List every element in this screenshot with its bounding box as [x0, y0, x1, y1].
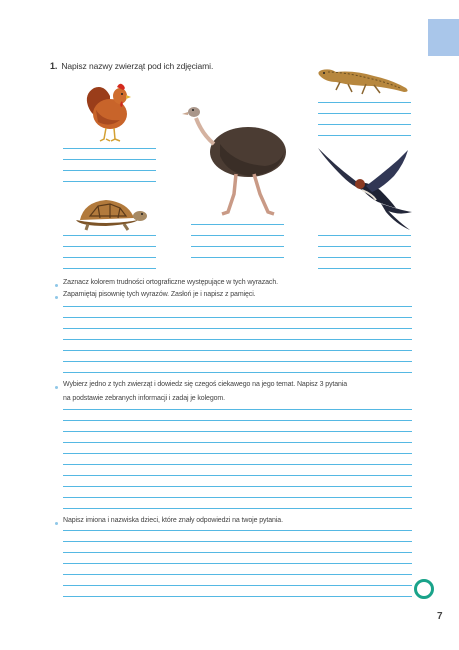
- instruction-bullet: [55, 296, 58, 299]
- instruction-bullet: [55, 284, 58, 287]
- swallow-photo: [316, 146, 412, 232]
- lizard-photo: [314, 62, 412, 98]
- tortoise-photo: [70, 196, 148, 232]
- page-number: 7: [437, 611, 443, 622]
- hen-photo: [80, 76, 135, 144]
- instruction-bullet: [55, 522, 58, 525]
- exercise-number: 1.: [50, 61, 58, 71]
- lizard-answer-lines[interactable]: [318, 102, 411, 142]
- exercise-title: [50, 61, 213, 71]
- exercise-instruction: Napisz nazwy zwierząt pod ich zdjęciami.: [61, 61, 214, 71]
- instruction-spelling: Zaznacz kolorem trudności ortograficzne występujące w tych wyrazach.: [63, 279, 278, 286]
- instruction-questions-cont: na podstawie zebranych informacji i zadaj je kolegom.: [63, 395, 226, 402]
- instruction-bullet: [55, 386, 58, 389]
- questions-writing-lines[interactable]: [63, 409, 412, 509]
- memory-writing-lines[interactable]: [63, 306, 412, 376]
- names-writing-lines[interactable]: [63, 530, 412, 600]
- ostrich-answer-lines[interactable]: [191, 224, 284, 260]
- green-ring-marker: [414, 579, 434, 599]
- ostrich-photo: [180, 104, 290, 218]
- tortoise-answer-lines[interactable]: [63, 235, 156, 271]
- instruction-questions: Wybierz jedno z tych zwierząt i dowiedz się czegoś ciekawego na jego temat. Napisz 3 pytania: [63, 381, 348, 388]
- hen-answer-lines[interactable]: [63, 148, 156, 188]
- corner-tab: [428, 19, 459, 56]
- instruction-names: Napisz imiona i nazwiska dzieci, które znały odpowiedzi na twoje pytania.: [63, 517, 283, 524]
- swallow-answer-lines[interactable]: [318, 235, 411, 271]
- instruction-memorize: Zapamiętaj pisownię tych wyrazów. Zasłoń je i napisz z pamięci.: [63, 291, 256, 298]
